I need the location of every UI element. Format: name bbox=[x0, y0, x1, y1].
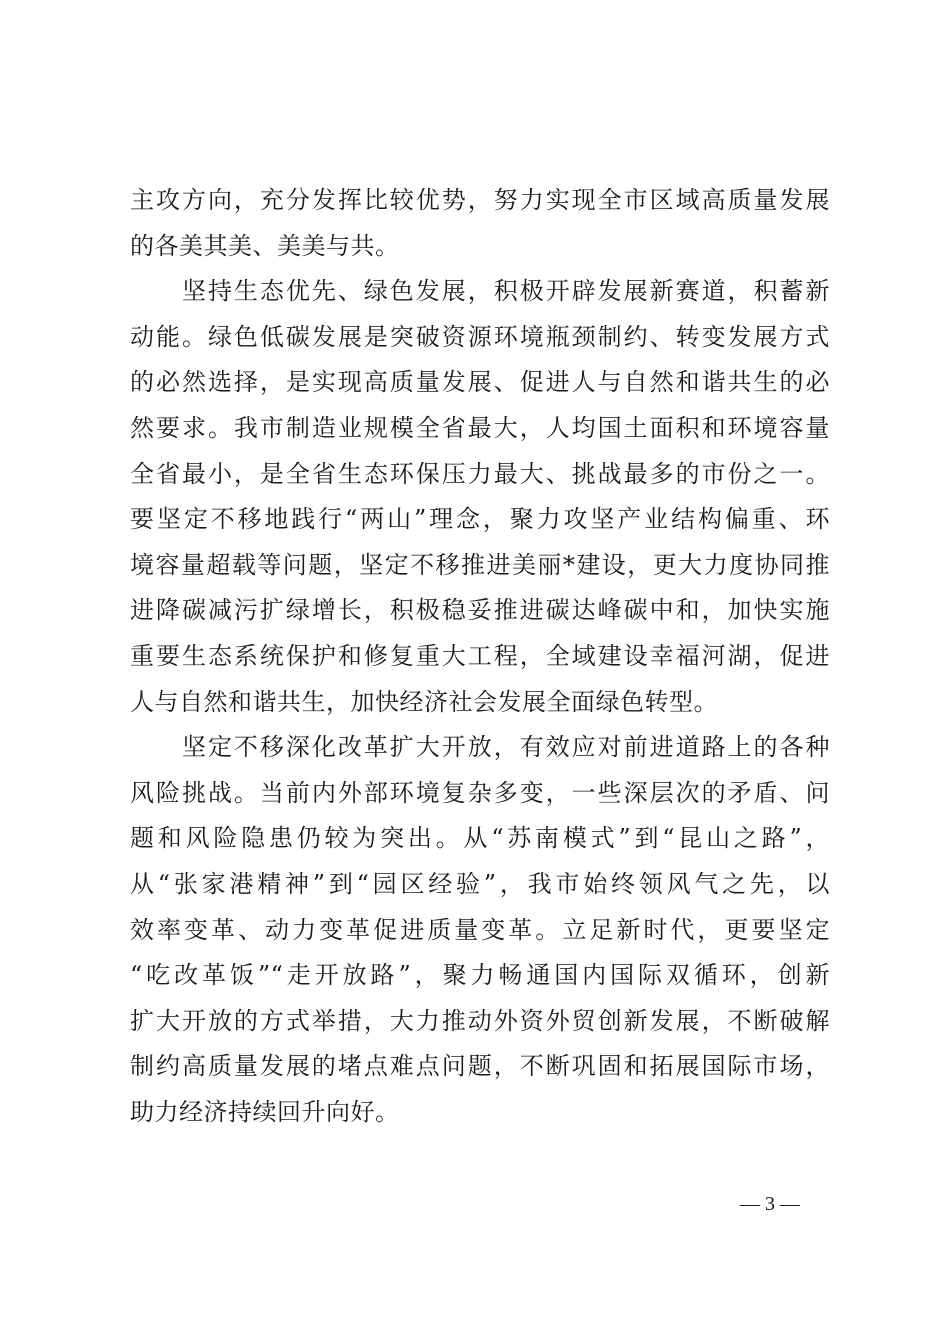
text-line: 效率变革、动力变革促进质量变革。立足新时代，更要坚定 bbox=[130, 915, 830, 944]
text-line: 进降碳减污扩绿增长，积极稳妥推进碳达峰碳中和，加快实施 bbox=[130, 596, 830, 625]
text-line: 助力经济持续回升向好。 bbox=[130, 1097, 400, 1126]
body-text bbox=[130, 178, 830, 1135]
text-line: 的必然选择，是实现高质量发展、促进人与自然和谐共生的必 bbox=[130, 368, 830, 397]
text-line: “吃改革饭”“走开放路”，聚力畅通国内国际双循环，创新 bbox=[130, 961, 830, 990]
text-line: 要坚定不移地践行“两山”理念，聚力攻坚产业结构偏重、环 bbox=[130, 505, 830, 534]
text-line: 然要求。我市制造业规模全省最大，人均国土面积和环境容量 bbox=[130, 413, 830, 442]
text-line: 坚定不移深化改革扩大开放，有效应对前进道路上的各种 bbox=[130, 733, 830, 762]
text-line: 坚持生态优先、绿色发展，积极开辟发展新赛道，积蓄新 bbox=[130, 277, 830, 306]
text-line: 风险挑战。当前内外部环境复杂多变，一些深层次的矛盾、问 bbox=[130, 778, 830, 807]
text-line: 题和风险隐患仍较为突出。从“苏南模式”到“昆山之路”， bbox=[130, 824, 830, 853]
text-line: 重要生态系统保护和修复重大工程，全域建设幸福河湖，促进 bbox=[130, 641, 830, 670]
text-line: 的各美其美、美美与共。 bbox=[130, 231, 400, 260]
text-line: 主攻方向，充分发挥比较优势，努力实现全市区域高质量发展 bbox=[130, 186, 830, 214]
page-number: — 3 — bbox=[740, 1193, 800, 1215]
text-line: 境容量超载等问题，坚定不移推进美丽*建设，更大力度协同推 bbox=[130, 550, 830, 579]
text-line: 全省最小，是全省生态环保压力最大、挑战最多的市份之一。 bbox=[130, 459, 830, 488]
text-line: 制约高质量发展的堵点难点问题，不断巩固和拓展国际市场， bbox=[130, 1052, 830, 1081]
text-line: 动能。绿色低碳发展是突破资源环境瓶颈制约、转变发展方式 bbox=[130, 322, 830, 351]
text-line: 从“张家港精神”到“园区经验”，我市始终领风气之先，以 bbox=[130, 869, 830, 898]
text-line: 扩大开放的方式举措，大力推动外资外贸创新发展，不断破解 bbox=[130, 1006, 830, 1035]
text-line: 人与自然和谐共生，加快经济社会发展全面绿色转型。 bbox=[130, 687, 718, 716]
